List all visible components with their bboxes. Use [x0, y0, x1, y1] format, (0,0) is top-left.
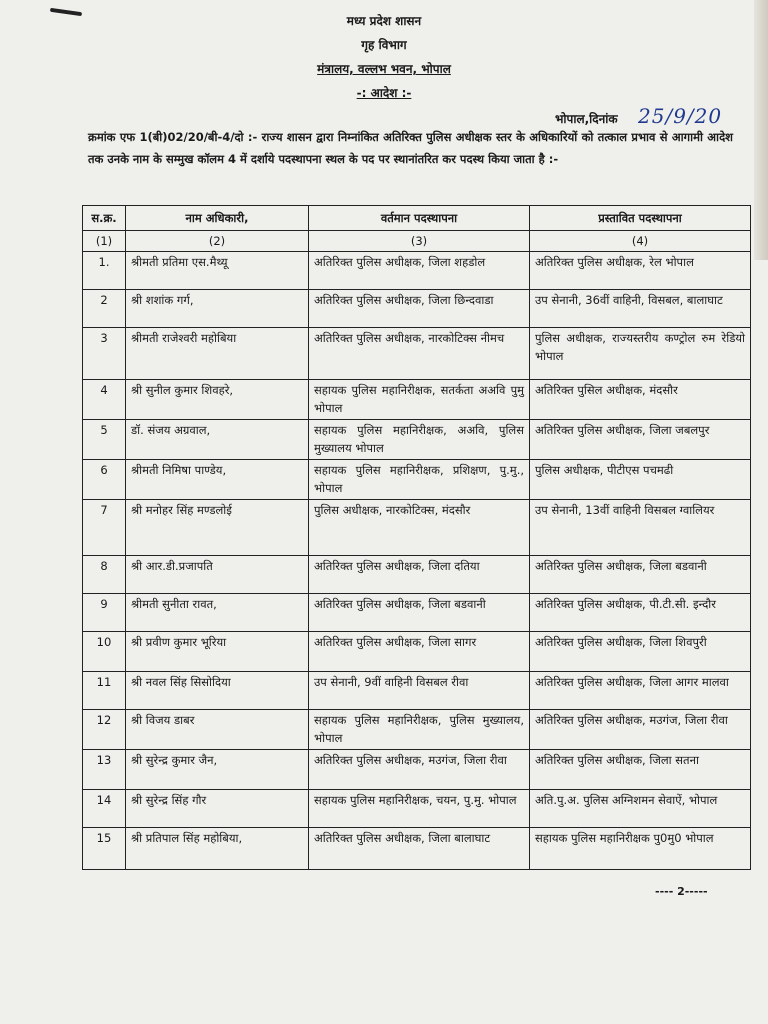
cell-current-posting: अतिरिक्त पुलिस अधीक्षक, जिला दतिया [309, 556, 530, 594]
cell-current-posting: सहायक पुलिस महानिरीक्षक, प्रशिक्षण, पु.मु., भोपाल [309, 460, 530, 500]
cell-officer-name: श्रीमती राजेश्वरी महोबिया [126, 328, 309, 380]
cell-current-posting: पुलिस अधीक्षक, नारकोटिक्स, मंदसौर [309, 500, 530, 556]
cell-current-posting: सहायक पुलिस महानिरीक्षक, सतर्कता अअवि पुमु भोपाल [309, 380, 530, 420]
cell-officer-name: श्री सुरेन्द्र कुमार जैन, [126, 750, 309, 790]
table-row [83, 632, 751, 672]
cell-proposed-posting: अतिरिक्त पुसिल अधीक्षक, मंदसौर [530, 380, 751, 420]
cell-proposed-posting: उप सेनानी, 13वीं वाहिनी विसबल ग्वालियर [530, 500, 751, 556]
col-number: (3) [309, 231, 530, 252]
cell-sn: 6 [83, 460, 126, 500]
cell-sn: 5 [83, 420, 126, 460]
col-number: (2) [126, 231, 309, 252]
cell-proposed-posting: पुलिस अधीक्षक, पीटीएस पचमढी [530, 460, 751, 500]
col-header-name: नाम अधिकारी, [126, 206, 309, 231]
cell-proposed-posting: अतिरिक्त पुलिस अधीक्षक, रेल भोपाल [530, 252, 751, 290]
table-row [83, 460, 751, 500]
header-government: मध्य प्रदेश शासन [346, 14, 422, 28]
cell-current-posting: सहायक पुलिस महानिरीक्षक, पुलिस मुख्यालय, भोपाल [309, 710, 530, 750]
cell-proposed-posting: अतिरिक्त पुलिस अधीक्षक, जिला आगर मालवा [530, 672, 751, 710]
cell-current-posting: सहायक पुलिस महानिरीक्षक, अअवि, पुलिस मुख्यालय भोपाल [309, 420, 530, 460]
cell-sn: 10 [83, 632, 126, 672]
table-body [83, 252, 751, 870]
cell-sn: 9 [83, 594, 126, 632]
table-row [83, 420, 751, 460]
cell-sn: 7 [83, 500, 126, 556]
transfer-table [82, 205, 751, 870]
cell-current-posting: अतिरिक्त पुलिस अधीक्षक, नारकोटिक्स नीमच [309, 328, 530, 380]
cell-sn: 8 [83, 556, 126, 594]
cell-sn: 12 [83, 710, 126, 750]
cell-proposed-posting: सहायक पुलिस महानिरीक्षक पु0मु0 भोपाल [530, 828, 751, 870]
cell-sn: 15 [83, 828, 126, 870]
cell-officer-name: श्रीमती सुनीता रावत, [126, 594, 309, 632]
header-address: मंत्रालय, वल्लभ भवन, भोपाल [317, 62, 451, 76]
header-department: गृह विभाग [361, 38, 407, 52]
header-order-title: -: आदेश :- [356, 86, 412, 100]
table-row [83, 500, 751, 556]
col-number: (4) [530, 231, 751, 252]
cell-officer-name: श्री मनोहर सिंह मण्डलोई [126, 500, 309, 556]
cell-officer-name: श्रीमती निमिषा पाण्डेय, [126, 460, 309, 500]
cell-proposed-posting: अतिरिक्त पुलिस अधीक्षक, पी.टी.सी. इन्दौर [530, 594, 751, 632]
cell-current-posting: सहायक पुलिस महानिरीक्षक, चयन, पु.मु. भोपाल [309, 790, 530, 828]
order-intro-text: क्रमांक एफ 1(बी)02/20/बी-4/दो :- राज्य शासन द्वारा निम्नांकित अतिरिक्त पुलिस अधीक्षक स्तर के अधिकारियों को तत्काल प्रभाव से आगामी आदेश तक उनके नाम के सम्मुख कॉलम 4 में दर्शाये पदस्थापना स्थल के पद पर स्थानांतरित कर पदस्थ किया जाता है :- [88, 130, 733, 166]
cell-proposed-posting: अतिरिक्त पुलिस अधीक्षक, जिला सतना [530, 750, 751, 790]
cell-current-posting: उप सेनानी, 9वीं वाहिनी विसबल रीवा [309, 672, 530, 710]
table-row [83, 710, 751, 750]
table-row [83, 252, 751, 290]
date-label: भोपाल,दिनांक [555, 112, 618, 126]
table-row [83, 328, 751, 380]
cell-proposed-posting: अतिरिक्त पुलिस अधीक्षक, जिला जबलपुर [530, 420, 751, 460]
cell-officer-name: श्री सुरेन्द्र सिंह गौर [126, 790, 309, 828]
col-header-current: वर्तमान पदस्थापना [309, 206, 530, 231]
table-row [83, 556, 751, 594]
table-row [83, 828, 751, 870]
cell-sn: 2 [83, 290, 126, 328]
cell-current-posting: अतिरिक्त पुलिस अधीक्षक, मउगंज, जिला रीवा [309, 750, 530, 790]
cell-current-posting: अतिरिक्त पुलिस अधीक्षक, जिला शहडोल [309, 252, 530, 290]
cell-officer-name: श्री नवल सिंह सिसोदिया [126, 672, 309, 710]
cell-sn: 1. [83, 252, 126, 290]
table-row [83, 750, 751, 790]
cell-sn: 13 [83, 750, 126, 790]
table-row [83, 594, 751, 632]
cell-officer-name: श्री शशांक गर्ग, [126, 290, 309, 328]
cell-officer-name: श्री प्रवीण कुमार भूरिया [126, 632, 309, 672]
table-row [83, 380, 751, 420]
cell-current-posting: अतिरिक्त पुलिस अधीक्षक, जिला बालाघाट [309, 828, 530, 870]
cell-current-posting: अतिरिक्त पुलिस अधीक्षक, जिला छिन्दवाडा [309, 290, 530, 328]
cell-sn: 3 [83, 328, 126, 380]
date-handwritten: 25/9/20 [638, 104, 723, 128]
cell-proposed-posting: अतिरिक्त पुलिस अधीक्षक, मउगंज, जिला रीवा [530, 710, 751, 750]
cell-proposed-posting: अतिरिक्त पुलिस अधीक्षक, जिला बडवानी [530, 556, 751, 594]
cell-proposed-posting: उप सेनानी, 36वीं वाहिनी, विसबल, बालाघाट [530, 290, 751, 328]
cell-sn: 14 [83, 790, 126, 828]
col-header-proposed: प्रस्तावित पदस्थापना [530, 206, 751, 231]
table-row [83, 672, 751, 710]
cell-officer-name: डॉ. संजय अग्रवाल, [126, 420, 309, 460]
page-continuation-marker: ---- 2----- [655, 885, 708, 898]
cell-officer-name: श्री प्रतिपाल सिंह महोबिया, [126, 828, 309, 870]
cell-officer-name: श्री आर.डी.प्रजापति [126, 556, 309, 594]
col-header-sn: स.क्र. [83, 206, 126, 231]
cell-current-posting: अतिरिक्त पुलिस अधीक्षक, जिला बडवानी [309, 594, 530, 632]
cell-officer-name: श्रीमती प्रतिमा एस.मैथ्यू [126, 252, 309, 290]
cell-sn: 4 [83, 380, 126, 420]
table-row [83, 290, 751, 328]
cell-officer-name: श्री सुनील कुमार शिवहरे, [126, 380, 309, 420]
col-number: (1) [83, 231, 126, 252]
cell-current-posting: अतिरिक्त पुलिस अधीक्षक, जिला सागर [309, 632, 530, 672]
cell-proposed-posting: अतिरिक्त पुलिस अधीक्षक, जिला शिवपुरी [530, 632, 751, 672]
cell-sn: 11 [83, 672, 126, 710]
cell-proposed-posting: अति.पु.अ. पुलिस अग्निशमन सेवाऐं, भोपाल [530, 790, 751, 828]
cell-officer-name: श्री विजय डाबर [126, 710, 309, 750]
cell-proposed-posting: पुलिस अधीक्षक, राज्यस्तरीय कण्ट्रोल रुम रेडियो भोपाल [530, 328, 751, 380]
table-column-number-row [83, 231, 751, 252]
table-header-row [83, 206, 751, 231]
table-row [83, 790, 751, 828]
